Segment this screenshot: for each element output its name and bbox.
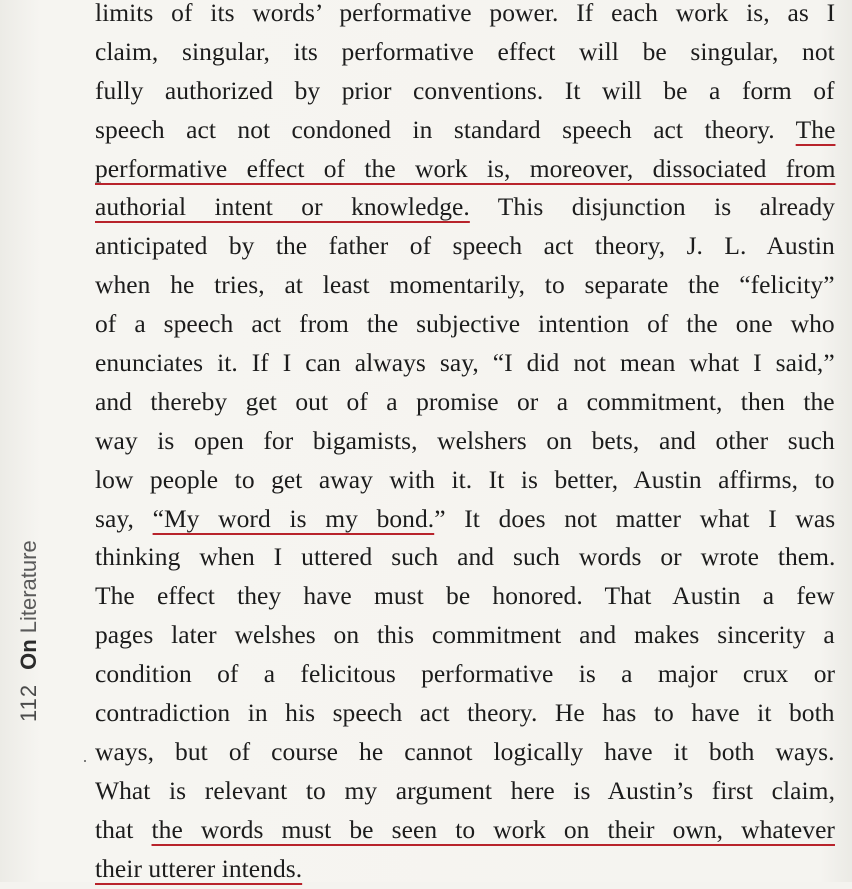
text-segment: The effect they have must be honored. That Austin a few [95, 581, 835, 611]
text-segment: anticipated by the father of speech act theory, J. L. Austin [95, 231, 835, 261]
text-line [95, 33, 835, 72]
text-line [95, 616, 835, 655]
text-segment: ” It does not matter what I was [434, 503, 836, 533]
text-segment: This disjunction is already [469, 192, 835, 222]
text-segment: condition of a felicitous performative is a major crux or [95, 659, 836, 689]
text-segment: speech act not condoned in standard speech act theory. [95, 114, 796, 144]
book-title-bold: On [16, 639, 41, 670]
text-segment: contradiction in his speech act theory. He has to have it both [95, 698, 835, 728]
text-segment: pages later welshes on this commitment and makes sincerity a [95, 620, 835, 650]
text-line [95, 538, 835, 577]
body-text [95, 0, 835, 888]
text-segment: fully authorized by prior conventions. It will be a form of [95, 75, 835, 105]
book-title-rest: Literature [16, 540, 41, 634]
text-line [95, 188, 835, 227]
underlined-segment: the words must be seen to work on their own, whatever [151, 814, 835, 844]
page-number: 112 [16, 683, 41, 722]
underlined-segment: The [795, 114, 836, 144]
print-speck [84, 760, 86, 762]
text-segment: say, [95, 503, 153, 533]
text-line [95, 694, 835, 733]
text-line [95, 383, 835, 422]
text-line [95, 772, 835, 811]
text-line [95, 344, 835, 383]
text-segment: What is relevant to my argument here is Austin’s first claim, [95, 775, 835, 805]
text-segment: enunciates it. If I can always say, “I did not mean what I said,” [95, 348, 835, 378]
text-line [95, 266, 835, 305]
text-line [95, 577, 835, 616]
text-line [95, 227, 835, 266]
running-head-text [14, 540, 44, 722]
text-segment: limits of its words’ performative power. If each work is, as I [95, 0, 836, 27]
text-line [95, 850, 835, 889]
text-line [95, 811, 835, 850]
underlined-segment: performative effect of the work is, moreover, dissociated from [95, 153, 836, 183]
underlined-segment: their utterer intends. [95, 853, 303, 883]
text-segment: claim, singular, its performative effect will be singular, not [95, 36, 835, 66]
underlined-segment: authorial intent or knowledge. [95, 192, 470, 222]
text-line [95, 422, 835, 461]
text-segment: low people to get away with it. It is better, Austin affirms, to [95, 464, 835, 494]
text-line [95, 655, 835, 694]
underlined-segment: “My word is my bond. [152, 503, 435, 533]
text-segment: way is open for bigamists, welshers on bets, and other such [95, 425, 835, 455]
text-segment: of a speech act from the subjective intention of the one who [95, 309, 835, 339]
text-line [95, 0, 835, 33]
running-head [14, 512, 44, 732]
text-line [95, 111, 835, 150]
text-line [95, 461, 835, 500]
text-line [95, 305, 835, 344]
text-segment: thinking when I uttered such and such words or wrote them. [95, 542, 836, 572]
text-line [95, 733, 835, 772]
text-line [95, 150, 835, 189]
text-segment: when he tries, at least momentarily, to separate the “felicity” [95, 270, 835, 300]
text-segment: ways, but of course he cannot logically have it both ways. [95, 736, 835, 766]
text-line [95, 500, 835, 539]
text-line [95, 72, 835, 111]
text-segment: and thereby get out of a promise or a commitment, then the [95, 386, 835, 416]
text-segment: that [95, 814, 152, 844]
